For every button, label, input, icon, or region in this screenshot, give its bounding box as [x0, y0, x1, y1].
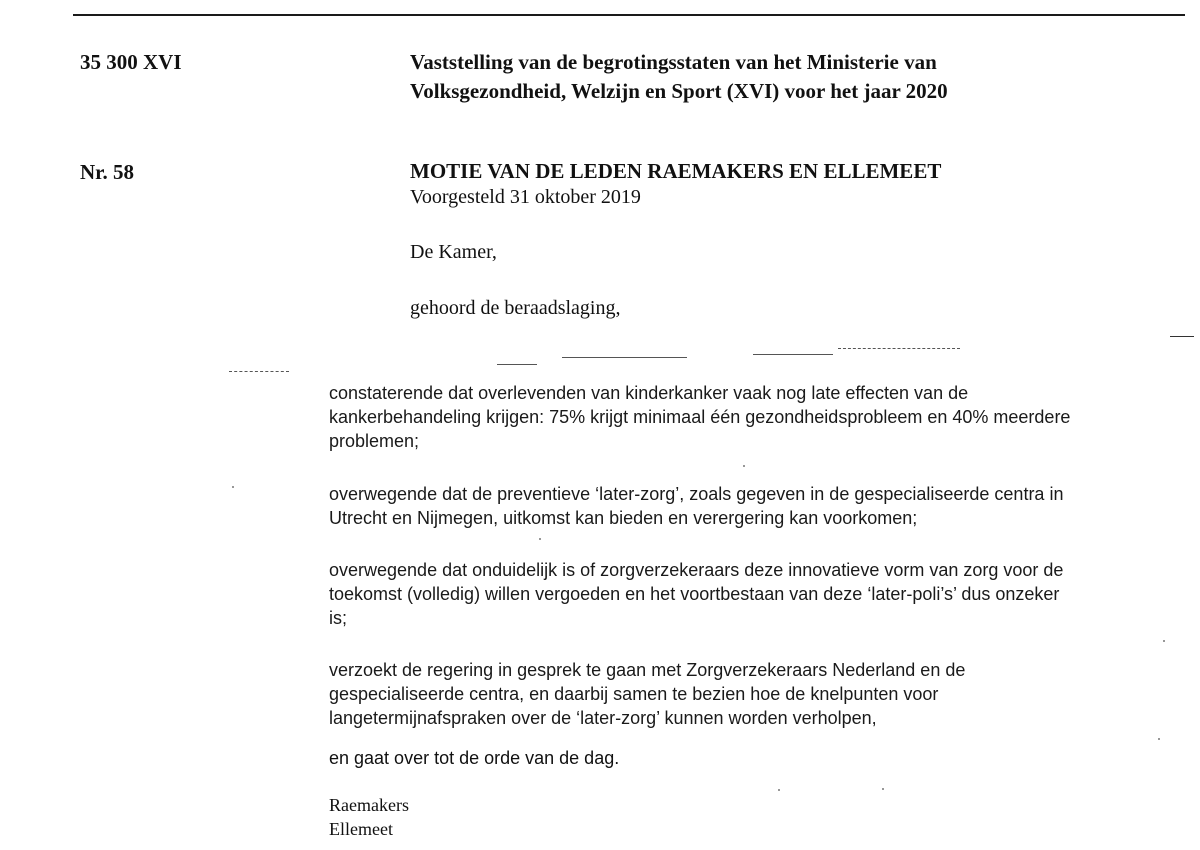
heard-deliberation: gehoord de beraadslaging, [410, 297, 621, 319]
scan-speck [539, 538, 541, 540]
scan-speck [1163, 640, 1165, 642]
top-rule [73, 14, 1185, 16]
scan-speck [743, 465, 745, 467]
motion-number: Nr. 58 [80, 160, 135, 184]
motion-title: MOTIE VAN DE LEDEN RAEMAKERS EN ELLEMEET [410, 159, 942, 183]
scan-artifact-line [753, 354, 833, 355]
scan-speck [778, 789, 780, 791]
signatory-name: Raemakers [329, 795, 409, 815]
scan-speck [882, 788, 884, 790]
request-paragraph: verzoekt de regering in gesprek te gaan met Zorgverzekeraars Nederland en de gespecialiseerde centra, en daarbij samen te bezien hoe de knelpunten voor langetermijnafspraken over de ‘later-zorg’ kunnen worden verholpen, [329, 660, 966, 728]
proposed-date: Voorgesteld 31 oktober 2019 [410, 186, 641, 208]
document-number: 35 300 XVI [80, 50, 182, 74]
scan-artifact-line [562, 357, 687, 358]
document-title: Vaststelling van de begrotingsstaten van het Ministerie van Volksgezondheid, Welzijn en Sport (XVI) voor het jaar 2020 [410, 50, 948, 103]
scan-speck [232, 486, 234, 488]
scan-artifact-line [497, 364, 537, 365]
scan-speck [1158, 738, 1160, 740]
scan-artifact-line [229, 371, 289, 372]
whereas-paragraph-2: overwegende dat onduidelijk is of zorgverzekeraars deze innovatieve vorm van zorg voor de toekomst (volledig) willen vergoeden en het voortbestaan van deze ‘later-poli’s’ dus onzeker is; [329, 560, 1064, 628]
addressee: De Kamer, [410, 241, 497, 263]
whereas-paragraph-1: overwegende dat de preventieve ‘later-zorg’, zoals gegeven in de gespecialiseerde centra in Utrecht en Nijmegen, uitkomst kan bieden en verergering kan voorkomen; [329, 484, 1064, 528]
considering-paragraph: constaterende dat overlevenden van kinderkanker vaak nog late effecten van de kankerbehandeling krijgen: 75% krijgt minimaal één gezondheidsprobleem en 40% meerdere problemen; [329, 383, 1071, 451]
scan-artifact-line [838, 348, 960, 349]
closing-line: en gaat over tot de orde van de dag. [329, 748, 620, 768]
signatory-name: Ellemeet [329, 819, 393, 839]
scan-artifact-line [1170, 336, 1194, 337]
